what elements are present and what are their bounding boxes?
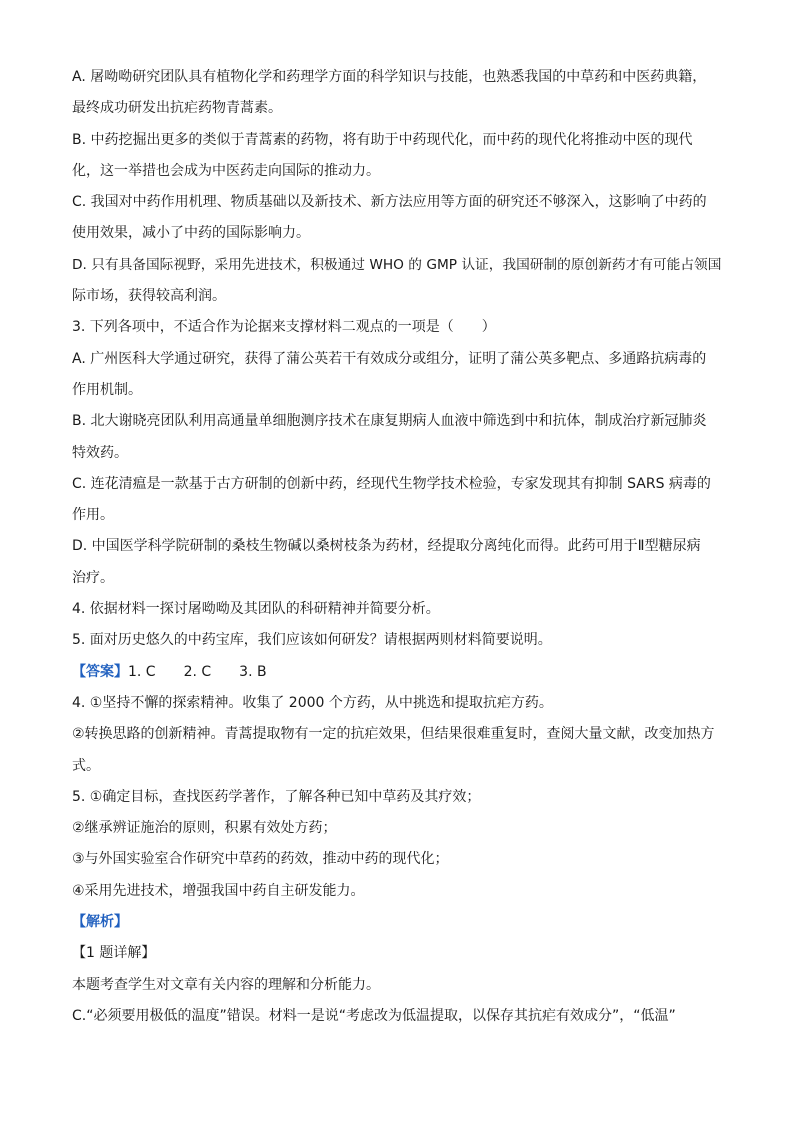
- document-content: [72, 62, 722, 1032]
- option-c-line-1: C. 我国对中药作用机理、物质基础以及新技术、新方法应用等方面的研究还不够深入，这影响了中药的: [72, 194, 707, 211]
- option-a-line-2: 最终成功研发出抗疟药物青蒿素。: [72, 100, 282, 117]
- q3-option-d-line-2: 治疗。: [72, 569, 114, 586]
- answer-4-line-3: 式。: [72, 757, 100, 774]
- q3-option-c-line-2: 作用。: [72, 507, 114, 524]
- q3-option-d-line-1: D. 中国医学科学院研制的桑枝生物碱以桑树枝条为药材，经提取分离纯化而得。此药可用于Ⅱ型糖尿病: [72, 538, 701, 555]
- q3-option-a-line-2: 作用机制。: [72, 381, 142, 398]
- answer-4-line-1: 4. ①坚持不懈的探索精神。收集了 2000 个方药，从中挑选和提取抗疟方药。: [72, 694, 553, 711]
- option-a-line-1: A. 屠呦呦研究团队具有植物化学和药理学方面的科学知识与技能，也熟悉我国的中草药和中医药典籍，: [72, 69, 707, 85]
- analysis-heading-q1: 【1 题详解】: [72, 945, 156, 962]
- answer-text: 1. C 2. C 3. B: [128, 663, 267, 680]
- q3-option-a-line-1: A. 广州医科大学通过研究，获得了蒲公英若干有效成分或组分，证明了蒲公英多靶点、多通路抗病毒的: [72, 350, 707, 367]
- answer-5-line-1: 5. ①确定目标，查找医药学著作，了解各种已知中草药及其疗效；: [72, 788, 481, 805]
- answer-4-line-2: ②转换思路的创新精神。青蒿提取物有一定的抗疟效果，但结果很难重复时，查阅大量文献，改变加热方: [72, 726, 715, 743]
- question-5: 5. 面对历史悠久的中药宝库，我们应该如何研发？请根据两则材料简要说明。: [72, 632, 552, 649]
- answer-line: [72, 657, 722, 688]
- answer-5-line-3: ③与外国实验室合作研究中草药的药效，推动中药的现代化；: [72, 851, 449, 868]
- question-4: 4. 依据材料一探讨屠呦呦及其团队的科研精神并简要分析。: [72, 601, 440, 618]
- analysis-text-1: 本题考查学生对文章有关内容的理解和分析能力。: [72, 976, 380, 993]
- answer-5-line-2: ②继承辨证施治的原则，积累有效处方药；: [72, 820, 337, 837]
- analysis-label: 【解析】: [72, 914, 128, 931]
- q3-option-b-line-2: 特效药。: [72, 444, 128, 461]
- question-3: 3. 下列各项中，不适合作为论据来支撑材料二观点的一项是（ ）: [72, 319, 496, 336]
- answer-5-line-4: ④采用先进技术，增强我国中药自主研发能力。: [72, 882, 365, 899]
- analysis-text-2: C.“必须要用极低的温度”错误。材料一是说“考虑改为低温提取，以保存其抗疟有效成分”，“低温”: [72, 1007, 676, 1024]
- q3-option-b-line-1: B. 北大谢晓亮团队利用高通量单细胞测序技术在康复期病人血液中筛选到中和抗体，制成治疗新冠肺炎: [72, 413, 707, 430]
- option-d-line-1: D. 只有具备国际视野，采用先进技术，积极通过 WHO 的 GMP 认证，我国研制的原创新药才有可能占领国: [72, 256, 722, 273]
- option-b-line-2: 化，这一举措也会成为中医药走向国际的推动力。: [72, 162, 380, 179]
- option-b-line-1: B. 中药挖掘出更多的类似于青蒿素的药物，将有助于中药现代化，而中药的现代化将推动中医的现代: [72, 131, 693, 148]
- q3-option-c-line-1: C. 连花清瘟是一款基于古方研制的创新中药，经现代生物学技术检验，专家发现其有抑制 SARS 病毒的: [72, 475, 711, 492]
- analysis-line: [72, 907, 722, 938]
- option-c-line-2: 使用效果，减小了中药的国际影响力。: [72, 225, 310, 242]
- option-d-line-2: 际市场，获得较高利润。: [72, 288, 226, 305]
- answer-label: 【答案】: [72, 663, 128, 680]
